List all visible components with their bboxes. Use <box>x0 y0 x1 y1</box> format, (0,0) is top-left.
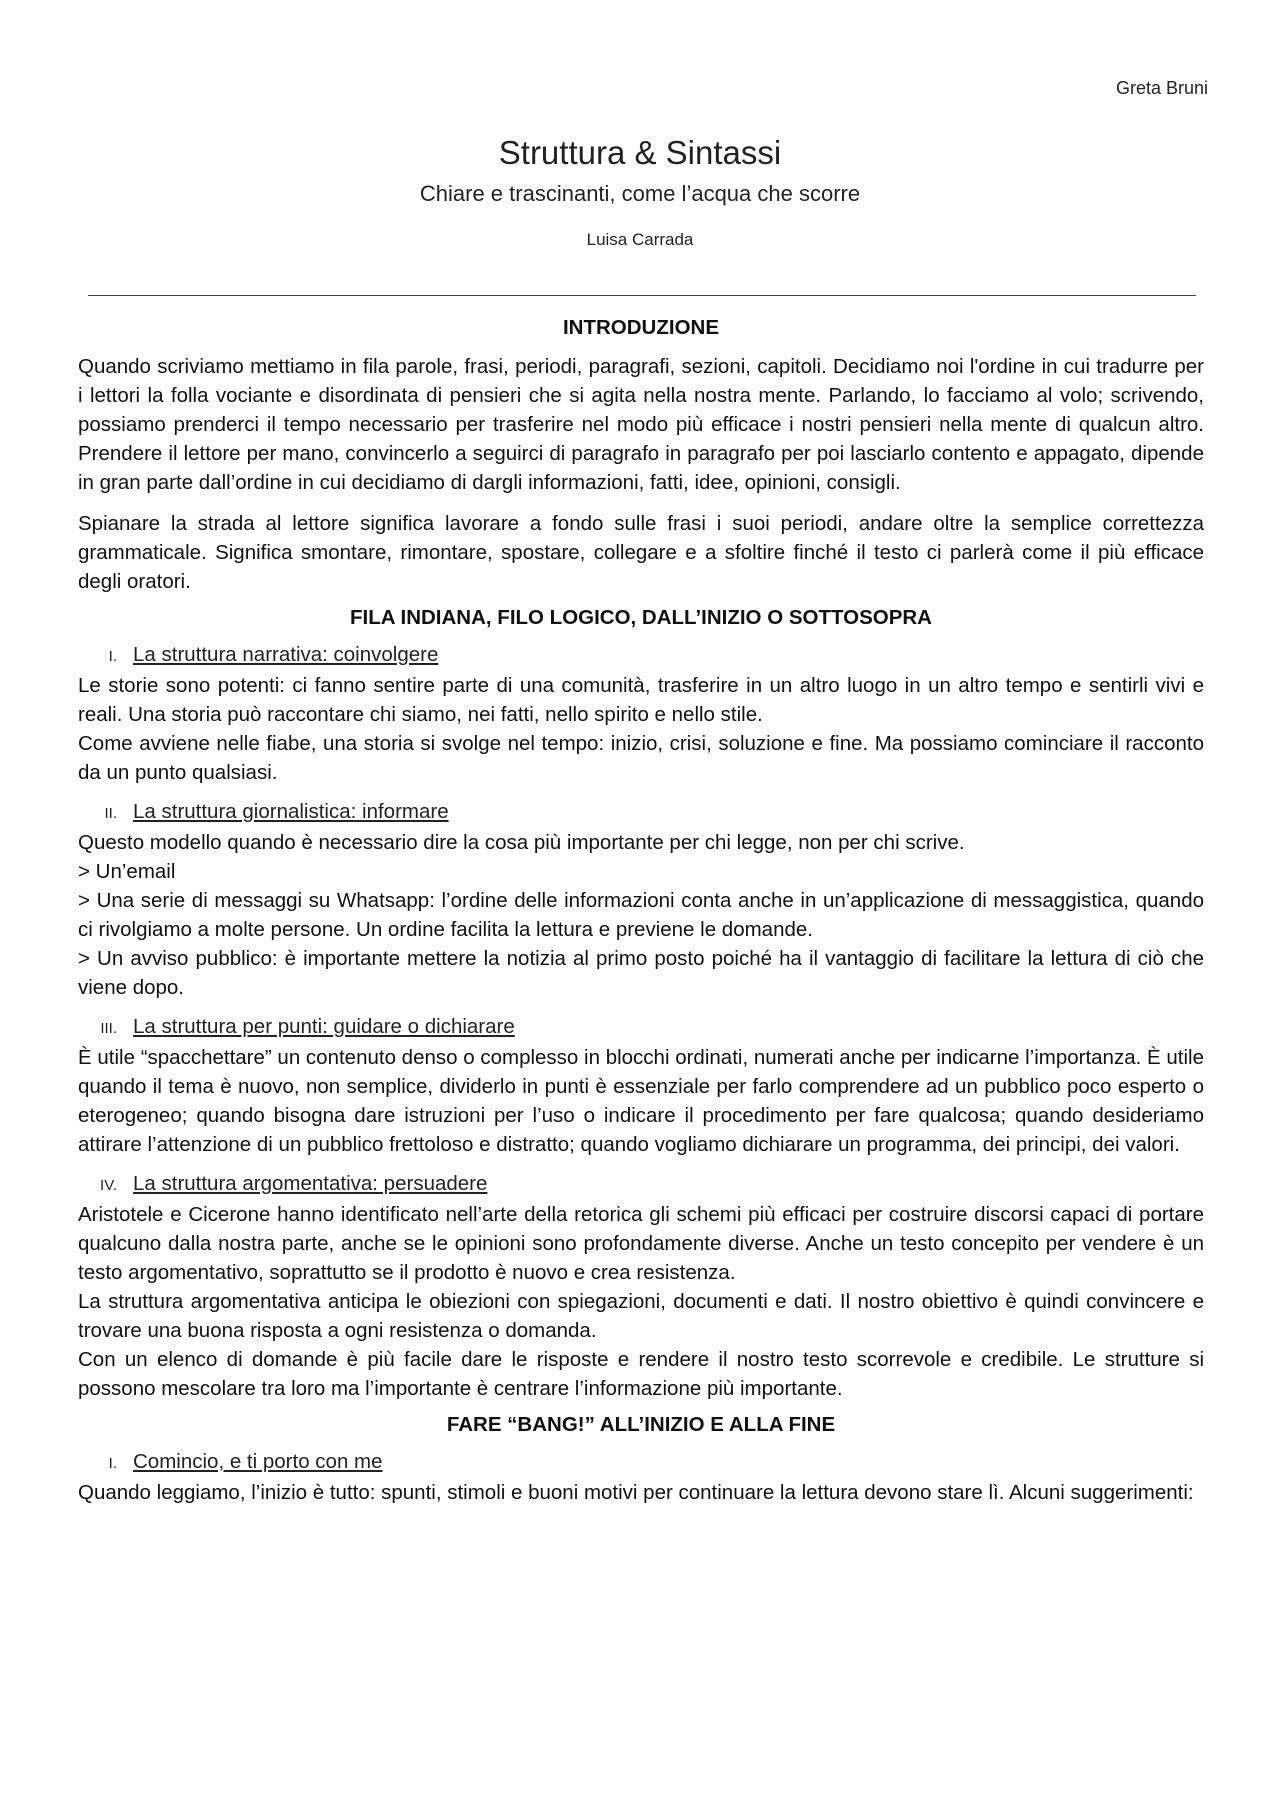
section2-item-3-title: La struttura per punti: guidare o dichiarare <box>133 1015 515 1038</box>
section3-item-1-title: Comincio, e ti porto con me <box>133 1450 383 1473</box>
roman-numeral: I. <box>108 648 117 665</box>
roman-numeral: IV. <box>100 1177 117 1194</box>
header-author: Greta Bruni <box>1115 78 1208 98</box>
document-title: Struttura & Sintassi <box>498 134 782 171</box>
document-subtitle: Chiare e trascinanti, come l’acqua che scorre <box>419 181 861 206</box>
intro-paragraph-1: Quando scriviamo mettiamo in fila parole, frasi, periodi, paragrafi, sezioni, capitoli. Decidiamo noi l'ordine in cui tradurre per i lettori la folla vociante e disordinata di pensieri che si agita nella nostra mente. Parlando, lo facciamo al volo; scrivendo, possiamo prenderci il tempo necessario per trasferire nel modo più efficace i nostri pensieri nella mente di qualcun altro. Prendere il lettore per mano, convincerlo a seguirci di paragrafo in paragrafo per poi lasciarlo contento e appagato, dipende in gran parte dall’ordine in cui decidiamo di dargli informazioni, fatti, idee, opinioni, consigli. <box>78 355 1204 494</box>
section2-item-2-bullet: > Un’email <box>78 860 176 883</box>
title-divider <box>88 295 1196 296</box>
document-body <box>78 316 1204 1507</box>
section2-item-1-title: La struttura narrativa: coinvolgere <box>133 643 439 666</box>
section3-item-1-header <box>78 1447 1204 1478</box>
intro-paragraph-2: Spianare la strada al lettore significa lavorare a fondo sulle frasi i suoi periodi, andare oltre la semplice correttezza grammaticale. Significa smontare, rimontare, spostare, collegare e a sfoltire finché il testo ci parlerà come il più efficace degli oratori. <box>78 512 1204 593</box>
section2-item-4-line: La struttura argomentativa anticipa le obiezioni con spiegazioni, documenti e dati. Il nostro obiettivo è quindi convincere e trovare una buona risposta a ogni resistenza o domanda. <box>78 1290 1204 1342</box>
section2-item-2-title: La struttura giornalistica: informare <box>133 800 449 823</box>
section2-item-4-line: Aristotele e Cicerone hanno identificato nell’arte della retorica gli schemi più efficaci per costruire discorsi capaci di portare qualcuno dalla nostra parte, anche se le opinioni sono profondamente diverse. Anche un testo concepito per vendere è un testo argomentativo, soprattutto se il prodotto è nuovo e crea resistenza. <box>78 1203 1204 1284</box>
section2-item-4-header <box>78 1169 1204 1200</box>
section2-item-2-bullet: > Una serie di messaggi su Whatsapp: l’ordine delle informazioni conta anche in un’applicazione di messaggistica, quando ci rivolgiamo a molte persone. Un ordine facilita la lettura e previene le domande. <box>78 889 1204 941</box>
roman-numeral: I. <box>108 1455 117 1472</box>
section2-item-3-header <box>78 1012 1204 1043</box>
roman-numeral: II. <box>104 805 117 822</box>
section2-item-2-header <box>78 797 1204 828</box>
section2-item-2-line: Questo modello quando è necessario dire la cosa più importante per chi legge, non per chi scrive. <box>78 831 965 854</box>
intro-heading: INTRODUZIONE <box>562 316 720 339</box>
roman-numeral: III. <box>100 1020 117 1037</box>
section2-item-4-line: Con un elenco di domande è più facile dare le risposte e rendere il nostro testo scorrevole e credibile. Le strutture si possono mescolare tra loro ma l’importante è centrare l’informazione più importante. <box>78 1348 1204 1400</box>
section3-heading: FARE “BANG!” ALL’INIZIO E ALLA FINE <box>446 1413 836 1436</box>
document-byline: Luisa Carrada <box>586 230 694 249</box>
section2-item-4-title: La struttura argomentativa: persuadere <box>133 1172 488 1195</box>
section2-item-1-line: Le storie sono potenti: ci fanno sentire parte di una comunità, trasferire in un altro luogo in un altro tempo e sentirli vivi e reali. Una storia può raccontare chi siamo, nei fatti, nello spirito e nello stile. <box>78 674 1204 726</box>
section2-item-2-bullet: > Un avviso pubblico: è importante mettere la notizia al primo posto poiché ha il vantaggio di facilitare la lettura di ciò che viene dopo. <box>78 947 1204 999</box>
section2-heading: FILA INDIANA, FILO LOGICO, DALL’INIZIO O SOTTOSOPRA <box>350 606 932 629</box>
section3-item-1-line: Quando leggiamo, l’inizio è tutto: spunti, stimoli e buoni motivi per continuare la lettura devono stare lì. Alcuni suggerimenti: <box>78 1481 1194 1504</box>
section2-item-3-line: È utile “spacchettare” un contenuto denso o complesso in blocchi ordinati, numerati anche per indicarne l’importanza. È utile quando il tema è nuovo, non semplice, dividerlo in punti è essenziale per farlo comprendere ad un pubblico poco esperto o eterogeneo; quando bisogna dare istruzioni per l’uso o indicare il procedimento per fare qualcosa; quando desideriamo attirare l’attenzione di un pubblico frettoloso e distratto; quando vogliamo dichiarare un programma, dei principi, dei valori. <box>78 1046 1204 1156</box>
section2-item-1-header <box>78 640 1204 671</box>
section2-item-1-line: Come avviene nelle fiabe, una storia si svolge nel tempo: inizio, crisi, soluzione e fine. Ma possiamo cominciare il racconto da un punto qualsiasi. <box>78 732 1204 784</box>
